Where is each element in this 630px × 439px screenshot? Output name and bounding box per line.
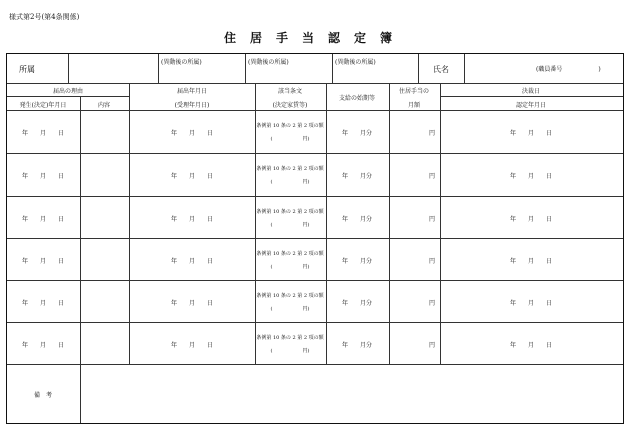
header-divider — [7, 83, 623, 84]
reason-sub-divider — [7, 96, 129, 97]
content-header: 内容 — [97, 102, 111, 109]
decided-amount: ( 円) — [270, 306, 310, 312]
page-title: 住居手当認定簿 — [223, 31, 406, 45]
submission-date-header: 届出年月日 — [176, 88, 208, 95]
submission-date: 年 月 日 — [170, 300, 214, 307]
monthly-amount: 円 — [429, 173, 436, 180]
header-vline — [68, 54, 69, 83]
transfer-affiliation-3: (異動後の所属) — [335, 59, 376, 66]
start-month: 年 月分 — [341, 216, 373, 223]
affiliation-label: 所属 — [19, 65, 35, 74]
start-month: 年 月分 — [341, 130, 373, 137]
start-month: 年 月分 — [341, 258, 373, 265]
article-header: 該当条文 — [277, 88, 303, 95]
staff-number: (職員番号 ) — [536, 66, 601, 73]
decided-amount: ( 円) — [270, 264, 310, 270]
occurrence-date: 年 月 日 — [21, 130, 65, 137]
certification-date-header: 認定年月日 — [515, 102, 547, 109]
start-month: 年 月分 — [341, 300, 373, 307]
approval-date-header: 決裁日 — [521, 88, 541, 95]
certification-date: 年 月 日 — [509, 130, 553, 137]
header-vline — [158, 54, 159, 83]
col-vline — [326, 83, 327, 364]
article-text: 条例第 10 条の 2 第 2 項の額 — [256, 166, 324, 172]
monthly-amount: 円 — [429, 342, 436, 349]
occurrence-date: 年 月 日 — [21, 342, 65, 349]
submission-date: 年 月 日 — [170, 130, 214, 137]
row-divider — [7, 153, 623, 154]
monthly-amount: 円 — [429, 258, 436, 265]
header-vline — [245, 54, 246, 83]
occurrence-date: 年 月 日 — [21, 173, 65, 180]
decided-amount-header: (決定家賃等) — [272, 102, 308, 109]
occurrence-date-header: 発生(決定)年月日 — [19, 102, 67, 109]
monthly-amount-header-1: 住居手当の — [398, 88, 430, 95]
col-vline — [80, 96, 81, 364]
monthly-amount: 円 — [429, 300, 436, 307]
row-divider — [7, 322, 623, 323]
col-vline — [440, 83, 441, 364]
monthly-amount: 円 — [429, 216, 436, 223]
transfer-affiliation-1: (異動後の所属) — [161, 59, 202, 66]
header-vline — [418, 54, 419, 83]
article-text: 条例第 10 条の 2 第 2 項の額 — [256, 209, 324, 215]
header-vline — [464, 54, 465, 83]
transfer-affiliation-2: (異動後の所属) — [248, 59, 289, 66]
decided-amount: ( 円) — [270, 136, 310, 142]
approval-sub-divider — [440, 96, 623, 97]
submission-date: 年 月 日 — [170, 216, 214, 223]
occurrence-date: 年 月 日 — [21, 258, 65, 265]
row-divider — [7, 238, 623, 239]
submission-date: 年 月 日 — [170, 342, 214, 349]
remarks-label: 備 考 — [33, 392, 53, 399]
col-vline — [389, 83, 390, 364]
decided-amount: ( 円) — [270, 179, 310, 185]
monthly-amount-header-2: 月額 — [407, 102, 421, 109]
row-divider — [7, 196, 623, 197]
start-month: 年 月分 — [341, 173, 373, 180]
article-text: 条例第 10 条の 2 第 2 項の額 — [256, 335, 324, 341]
row-divider — [7, 280, 623, 281]
decided-amount: ( 円) — [270, 348, 310, 354]
certification-date: 年 月 日 — [509, 300, 553, 307]
acceptance-date-header: (受理年月日) — [174, 102, 210, 109]
name-label: 氏名 — [433, 65, 449, 74]
occurrence-date: 年 月 日 — [21, 300, 65, 307]
start-month-header: 支給の始期等 — [338, 95, 376, 102]
form-number: 様式第2号(第4条関係) — [9, 13, 80, 21]
article-text: 条例第 10 条の 2 第 2 項の額 — [256, 293, 324, 299]
decided-amount: ( 円) — [270, 222, 310, 228]
col-vline — [129, 83, 130, 364]
header-vline — [332, 54, 333, 83]
certification-date: 年 月 日 — [509, 173, 553, 180]
submission-date: 年 月 日 — [170, 173, 214, 180]
monthly-amount: 円 — [429, 130, 436, 137]
certification-date: 年 月 日 — [509, 216, 553, 223]
article-text: 条例第 10 条の 2 第 2 項の額 — [256, 251, 324, 257]
row-divider — [7, 364, 623, 365]
reason-header: 届出の理由 — [52, 88, 84, 95]
remarks-vline — [80, 364, 81, 423]
col-header-divider — [7, 110, 623, 111]
start-month: 年 月分 — [341, 342, 373, 349]
certification-date: 年 月 日 — [509, 342, 553, 349]
certification-date: 年 月 日 — [509, 258, 553, 265]
certification-table — [6, 53, 624, 424]
submission-date: 年 月 日 — [170, 258, 214, 265]
article-text: 条例第 10 条の 2 第 2 項の額 — [256, 123, 324, 129]
occurrence-date: 年 月 日 — [21, 216, 65, 223]
